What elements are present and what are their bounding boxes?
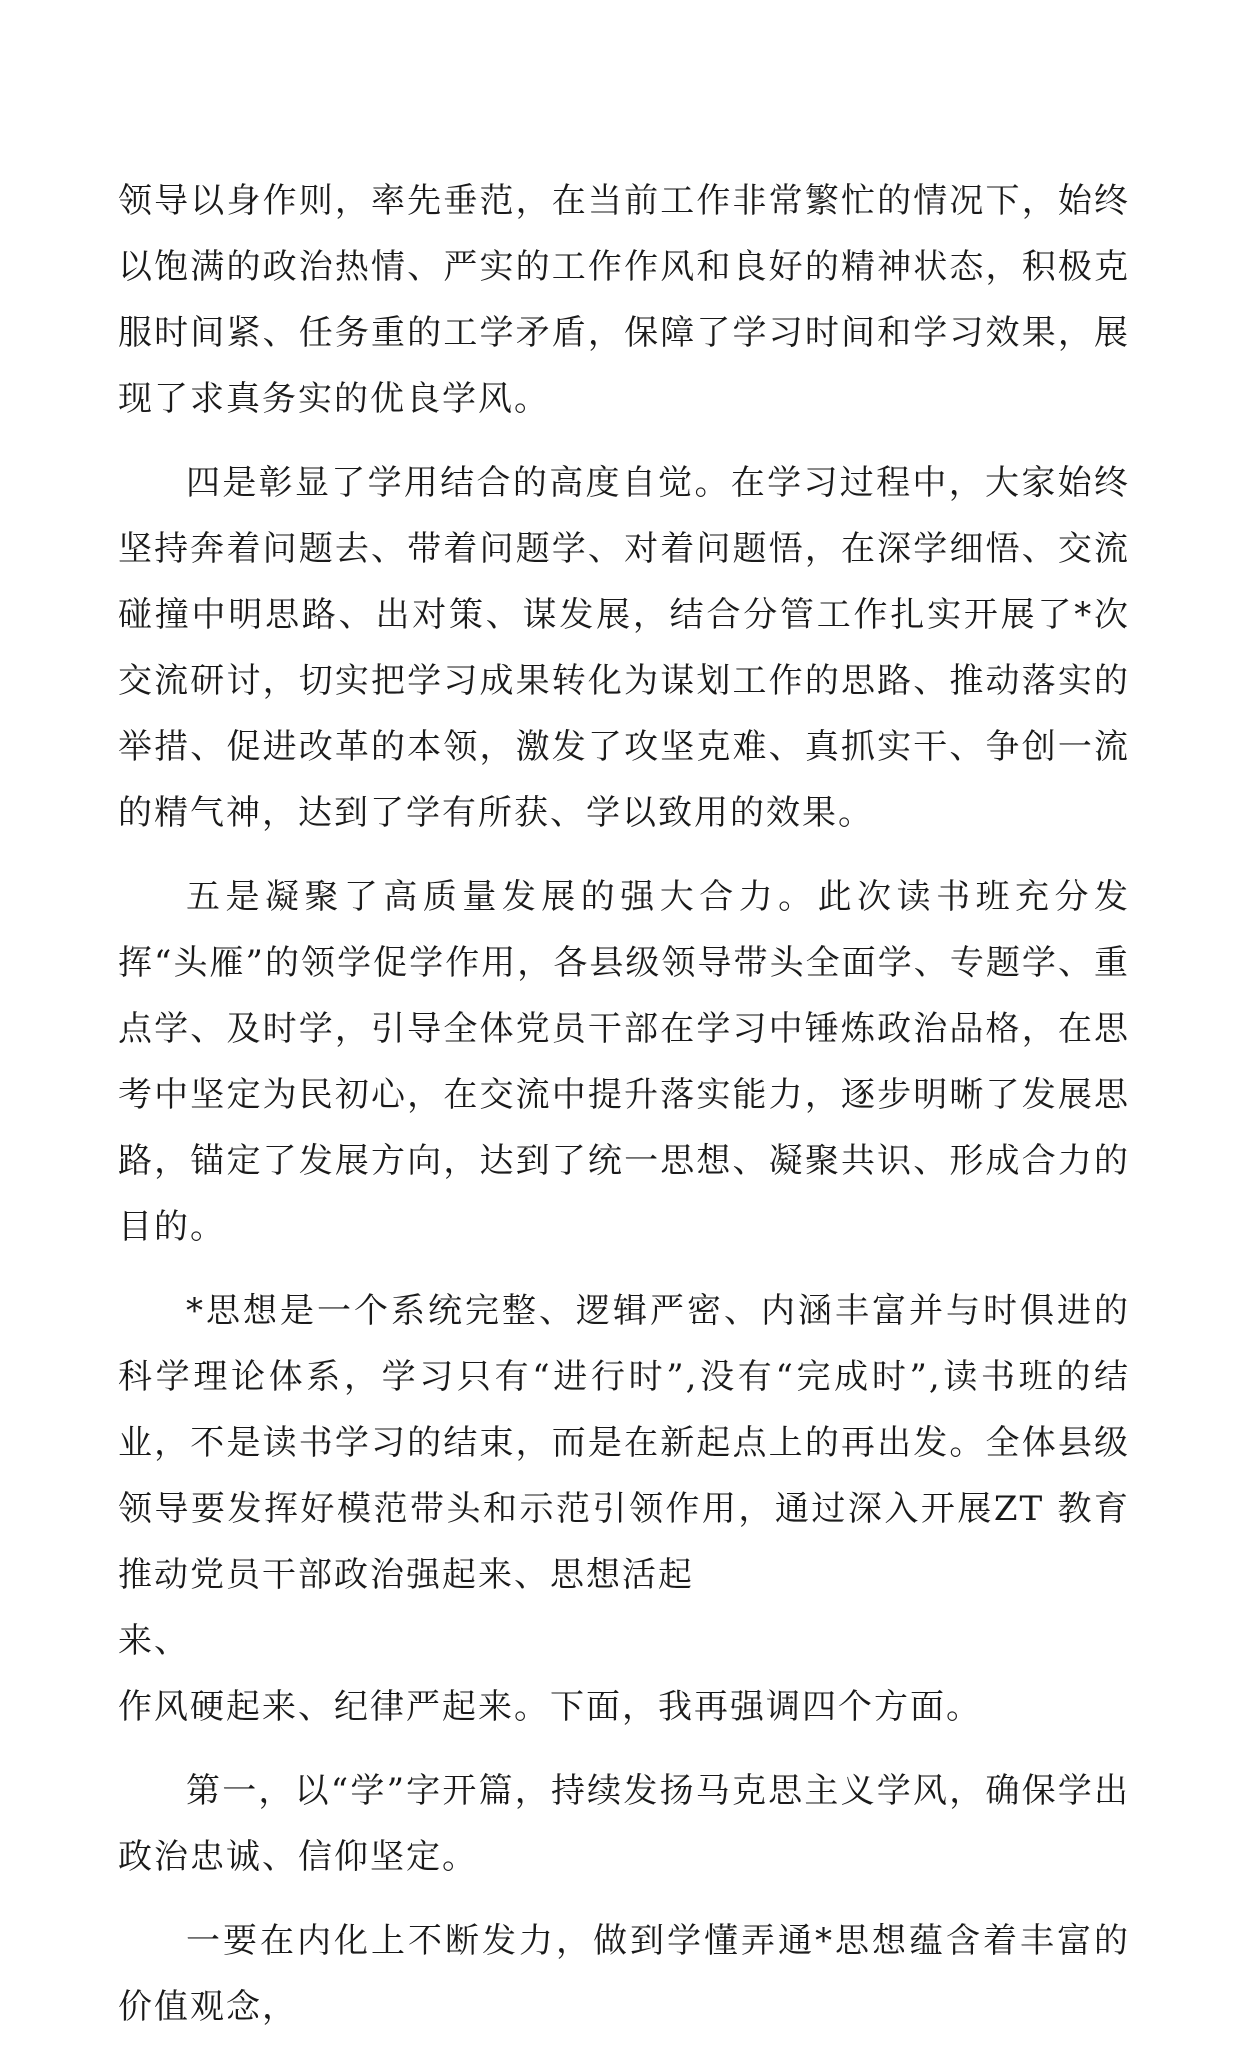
paragraph-3: 五是凝聚了高质量发展的强大合力。此次读书班充分发挥“头雁”的领学促学作用，各县级领导带头全面学、专题学、重点学、及时学，引导全体党员干部在学习中锤炼政治品格，在思考中坚定为民初心，在交流中提升落实能力，逐步明晰了发展思路，锚定了发展方向，达到了统一思想、凝聚共识、形成合力的目的。 [118,877,1130,1247]
paragraph-6: 作风硬起来、纪律严起来。下面，我再强调四个方面。 [118,1687,982,1727]
document-body [118,168,1130,2058]
paragraph-1: 领导以身作则，率先垂范，在当前工作非常繁忙的情况下，始终以饱满的政治热情、严实的工作作风和良好的精神状态，积极克服时间紧、任务重的工学矛盾，保障了学习时间和学习效果，展现了求真务实的优良学风。 [118,181,1130,419]
paragraph-8: 一要在内化上不断发力，做到学懂弄通*思想蕴含着丰富的价值观念， [118,1921,1130,2027]
paragraph-4: *思想是一个系统完整、逻辑严密、内涵丰富并与时俱进的科学理论体系，学习只有“进行时”,没有“完成时”,读书班的结业，不是读书学习的结束，而是在新起点上的再出发。全体县级领导要发挥好模范带头和示范引领作用，通过深入开展ZT 教育推动党员干部政治强起来、思想活起 [118,1291,1130,1595]
paragraph-7: 第一，以“学”字开篇，持续发扬马克思主义学风，确保学出政治忠诚、信仰坚定。 [118,1771,1130,1877]
paragraph-2: 四是彰显了学用结合的高度自觉。在学习过程中，大家始终坚持奔着问题去、带着问题学、对着问题悟，在深学细悟、交流碰撞中明思路、出对策、谋发展，结合分管工作扎实开展了*次交流研讨，切实把学习成果转化为谋划工作的思路、推动落实的举措、促进改革的本领，激发了攻坚克难、真抓实干、争创一流的精气神，达到了学有所获、学以致用的效果。 [118,463,1130,833]
paragraph-5: 来、 [118,1621,190,1661]
